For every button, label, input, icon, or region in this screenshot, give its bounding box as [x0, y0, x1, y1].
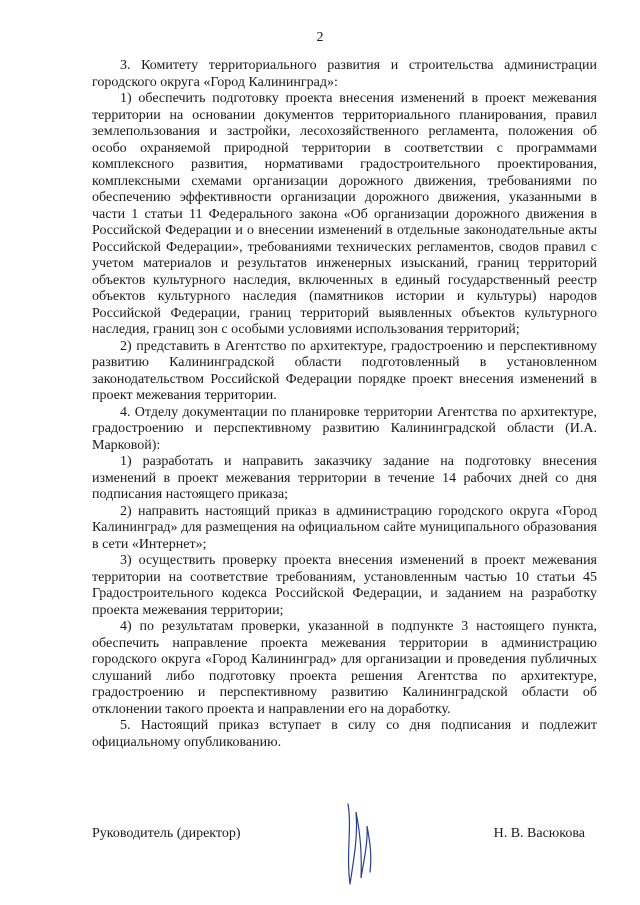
page-number: 2	[316, 30, 324, 45]
paragraph-5: 5. Настоящий приказ вступает в силу со дня подписания и подлежит официальному опубликованию.	[92, 718, 597, 750]
signatory-title: Руководитель (директор)	[92, 826, 241, 841]
paragraph-4-3: 3) осуществить проверку проекта внесения изменений в проект межевания территории на соответствие требованиям, установленным частью 10 статьи 45 Градостроительного кодекса Российской Федерации, и заданием на разработку проекта межевания территории;	[92, 553, 597, 618]
paragraph-4-2: 2) направить настоящий приказ в администрацию городского округа «Город Калининград» для размещения на официальном сайте муниципального образования в сети «Интернет»;	[92, 503, 597, 552]
paragraph-3-2: 2) представить в Агентство по архитектуре, градостроению и перспективному развитию Калининградской области подготовленный в установленном законодательством Российской Федерации порядке проект внесения изменений в проект межевания территории.	[92, 338, 597, 403]
paragraph-3: 3. Комитету территориального развития и строительства администрации городского округа «Город Калининград»:	[92, 58, 597, 90]
signatory-name: Н. В. Васюкова	[493, 826, 585, 841]
handwritten-signature	[340, 798, 380, 890]
paragraph-4-1: 1) разработать и направить заказчику задание на подготовку внесения изменений в проект межевания территории в течение 14 рабочих дней со дня подписания настоящего приказа;	[92, 454, 597, 502]
paragraph-4-4: 4) по результатам проверки, указанной в подпункте 3 настоящего пункта, обеспечить направление проекта межевания территории в администрацию городского округа «Город Калининград» для организации и проведения публичных слушаний либо подготовку проекта решения Агентства по архитектуре, градостроению и перспективному развитию Калининградской области об отклонении такого проекта и направлении его на доработку.	[92, 619, 597, 717]
signature-block	[92, 820, 597, 890]
paragraph-4: 4. Отделу документации по планировке территории Агентства по архитектуре, градостроению и перспективному развитию Калининградской области (И.А. Марковой):	[92, 404, 597, 453]
document-body	[92, 58, 597, 751]
paragraph-3-1: 1) обеспечить подготовку проекта внесения изменений в проект межевания территории на основании документов территориального планирования, правил землепользования и застройки, лесохозяйственного регламента, положения об особо охраняемой природной территории в соответствии с программами комплексного развития, нормативами градостроительного проектирования, комплексными схемами организации дорожного движения, требованиями по обеспечению эффективности организации дорожного движения, указанными в части 1 статьи 11 Федерального закона «Об организации дорожного движения в Российской Федерации и о внесении изменений в отдельные законодательные акты Российской Федерации», требованиями технических регламентов, сводов правил с учетом материалов и результатов инженерных изысканий, границ территорий объектов культурного наследия, включенных в единый государственный реестр объектов культурного наследия (памятников истории и культуры) народов Российской Федерации, границ территорий выявленных объектов культурного наследия, границ зон с особыми условиями использования территорий;	[92, 91, 597, 337]
